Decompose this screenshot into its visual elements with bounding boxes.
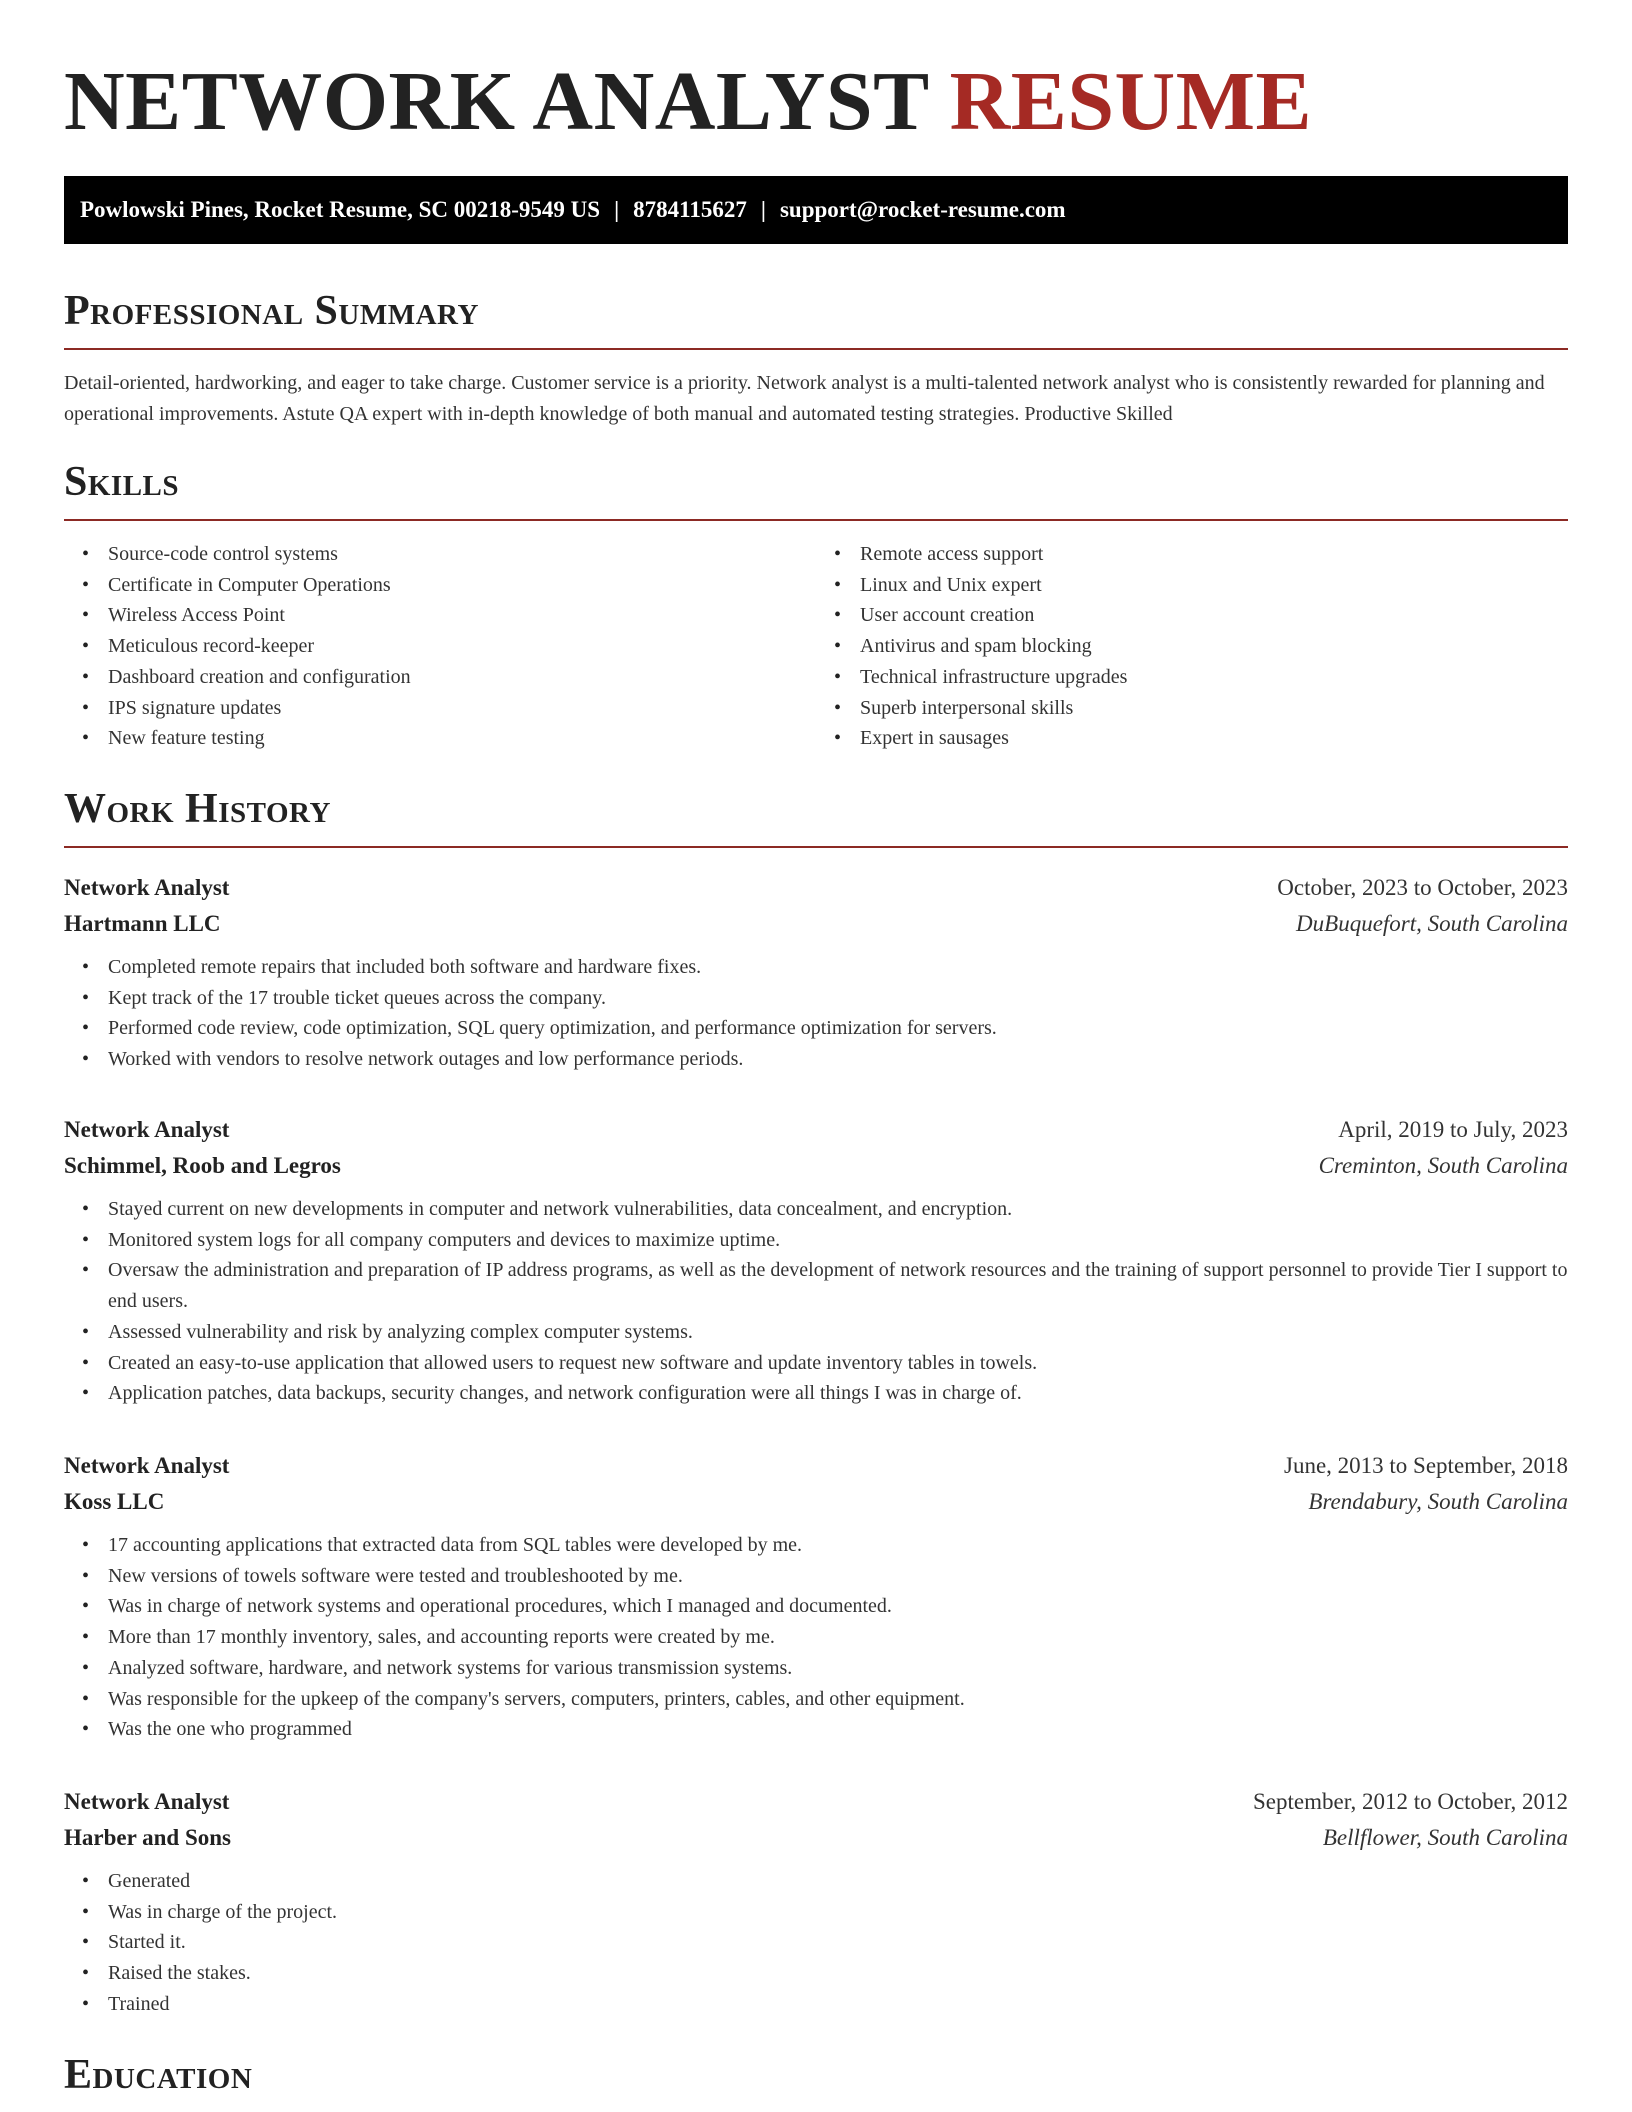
skills-column-left: [64, 539, 816, 754]
skills-column-right: [816, 539, 1568, 754]
job-company-row: [64, 1484, 1568, 1520]
job-bullets: [64, 1194, 1568, 1409]
skill-item: • Antivirus and spam blocking: [860, 631, 1568, 662]
contact-bar: [64, 176, 1568, 244]
section-heading: Skills: [64, 459, 180, 505]
job-bullet: • Was in charge of network systems and operational procedures, which I managed and documented.: [108, 1591, 1568, 1622]
job-title: Network Analyst: [64, 1789, 230, 1814]
job-bullet: • 17 accounting applications that extracted data from SQL tables were developed by me.: [108, 1530, 1568, 1561]
job-bullet: • Worked with vendors to resolve network outages and low performance periods.: [108, 1044, 1568, 1075]
contact-email: support@rocket-resume.com: [779, 197, 1066, 222]
job-bullet: • Assessed vulnerability and risk by analyzing complex computer systems.: [108, 1317, 1568, 1348]
job-header-row: [64, 1784, 1568, 1820]
job-bullet: • Performed code review, code optimization, SQL query optimization, and performance optimization for servers.: [108, 1013, 1568, 1044]
contact-separator: |: [614, 197, 620, 222]
job-bullet: • Kept track of the 17 trouble ticket queues across the company.: [108, 983, 1568, 1014]
job-title: Network Analyst: [64, 1117, 230, 1142]
title-main: NETWORK ANALYST: [64, 55, 929, 148]
job-bullet: • Analyzed software, hardware, and network systems for various transmission systems.: [108, 1653, 1568, 1684]
job-company-row: [64, 1820, 1568, 1856]
job-bullet: • More than 17 monthly inventory, sales, and accounting reports were created by me.: [108, 1622, 1568, 1653]
skill-item: • Wireless Access Point: [108, 600, 816, 631]
job-bullet: • Created an easy-to-use application that allowed users to request new software and update inventory tables in towels.: [108, 1348, 1568, 1379]
skill-item: • New feature testing: [108, 723, 816, 754]
job-header-row: [64, 1112, 1568, 1148]
job-bullet: • Monitored system logs for all company computers and devices to maximize uptime.: [108, 1225, 1568, 1256]
skill-item: • Superb interpersonal skills: [860, 693, 1568, 724]
job-company: Harber and Sons: [64, 1825, 232, 1850]
skill-item: • Certificate in Computer Operations: [108, 570, 816, 601]
contact-separator: |: [760, 197, 766, 222]
job-bullet: • Was the one who programmed: [108, 1714, 1568, 1745]
section-heading: Education: [64, 2052, 253, 2098]
job-bullet: • New versions of towels software were tested and troubleshooted by me.: [108, 1561, 1568, 1592]
job-bullet: • Was responsible for the upkeep of the company's servers, computers, printers, cables, and other equipment.: [108, 1684, 1568, 1715]
work-history-section: [64, 784, 1568, 2015]
resume-title: [64, 0, 1568, 152]
job-header-row: [64, 1448, 1568, 1484]
job-bullets: [64, 952, 1568, 1075]
section-divider: [64, 846, 1568, 848]
skill-item: • Dashboard creation and configuration: [108, 662, 816, 693]
education-section: [64, 2050, 1568, 2100]
section-divider: [64, 519, 1568, 521]
job-entry: [64, 1784, 1568, 2020]
skill-item: • Source-code control systems: [108, 539, 816, 570]
job-bullet: • Stayed current on new developments in computer and network vulnerabilities, data concealment, and encryption.: [108, 1194, 1568, 1225]
job-bullets: [64, 1866, 1568, 2020]
job-location: DuBuquefort, South Carolina: [1296, 911, 1568, 936]
professional-summary-section: [64, 286, 1568, 430]
job-location: Bellflower, South Carolina: [1322, 1825, 1568, 1850]
job-entry: [64, 1448, 1568, 1745]
job-entry: [64, 870, 1568, 1075]
job-dates: April, 2019 to July, 2023: [1338, 1117, 1568, 1142]
job-company: Koss LLC: [64, 1489, 165, 1514]
skill-item: • Meticulous record-keeper: [108, 631, 816, 662]
job-bullets: [64, 1530, 1568, 1745]
job-location: Creminton, South Carolina: [1318, 1153, 1568, 1178]
skill-item: • Remote access support: [860, 539, 1568, 570]
section-heading: Professional Summary: [64, 288, 479, 334]
job-dates: September, 2012 to October, 2012: [1253, 1789, 1568, 1814]
resume-page: [64, 0, 1568, 2098]
job-bullet: • Generated: [108, 1866, 1568, 1897]
section-divider: [64, 348, 1568, 350]
job-entry: [64, 1112, 1568, 1409]
job-bullet: • Trained: [108, 1989, 1568, 2020]
job-company-row: [64, 906, 1568, 942]
skills-section: [64, 457, 1568, 754]
job-header-row: [64, 870, 1568, 906]
skill-item: • Linux and Unix expert: [860, 570, 1568, 601]
skill-item: • Expert in sausages: [860, 723, 1568, 754]
job-location: Brendabury, South Carolina: [1308, 1489, 1568, 1514]
skill-item: • User account creation: [860, 600, 1568, 631]
job-company: Hartmann LLC: [64, 911, 221, 936]
job-company-row: [64, 1148, 1568, 1184]
section-heading: Work History: [64, 786, 331, 832]
job-bullet: • Raised the stakes.: [108, 1958, 1568, 1989]
skills-grid: [64, 539, 1568, 754]
job-bullet: • Oversaw the administration and preparation of IP address programs, as well as the development of network resources and the training of support personnel to provide Tier I support to end users.: [108, 1255, 1568, 1316]
job-title: Network Analyst: [64, 875, 230, 900]
job-dates: October, 2023 to October, 2023: [1277, 875, 1568, 900]
skill-item: • IPS signature updates: [108, 693, 816, 724]
job-dates: June, 2013 to September, 2018: [1284, 1453, 1568, 1478]
job-bullet: • Application patches, data backups, security changes, and network configuration were all things I was in charge of.: [108, 1378, 1568, 1409]
job-bullet: • Started it.: [108, 1927, 1568, 1958]
contact-address: Powlowski Pines, Rocket Resume, SC 00218-9549 US: [80, 197, 601, 222]
skill-item: • Technical infrastructure upgrades: [860, 662, 1568, 693]
job-bullet: • Was in charge of the project.: [108, 1897, 1568, 1928]
job-title: Network Analyst: [64, 1453, 230, 1478]
summary-text: Detail-oriented, hardworking, and eager to take charge. Customer service is a priority. Network analyst is a multi-talented network analyst who is consistently rewarded for planning and operational improvements. Astute QA expert with in-depth knowledge of both manual and automated testing strategies. Productive Skilled: [64, 372, 1545, 425]
job-bullet: • Completed remote repairs that included both software and hardware fixes.: [108, 952, 1568, 983]
job-company: Schimmel, Roob and Legros: [64, 1153, 341, 1178]
contact-phone: 8784115627: [633, 197, 747, 222]
title-accent: RESUME: [949, 55, 1313, 148]
